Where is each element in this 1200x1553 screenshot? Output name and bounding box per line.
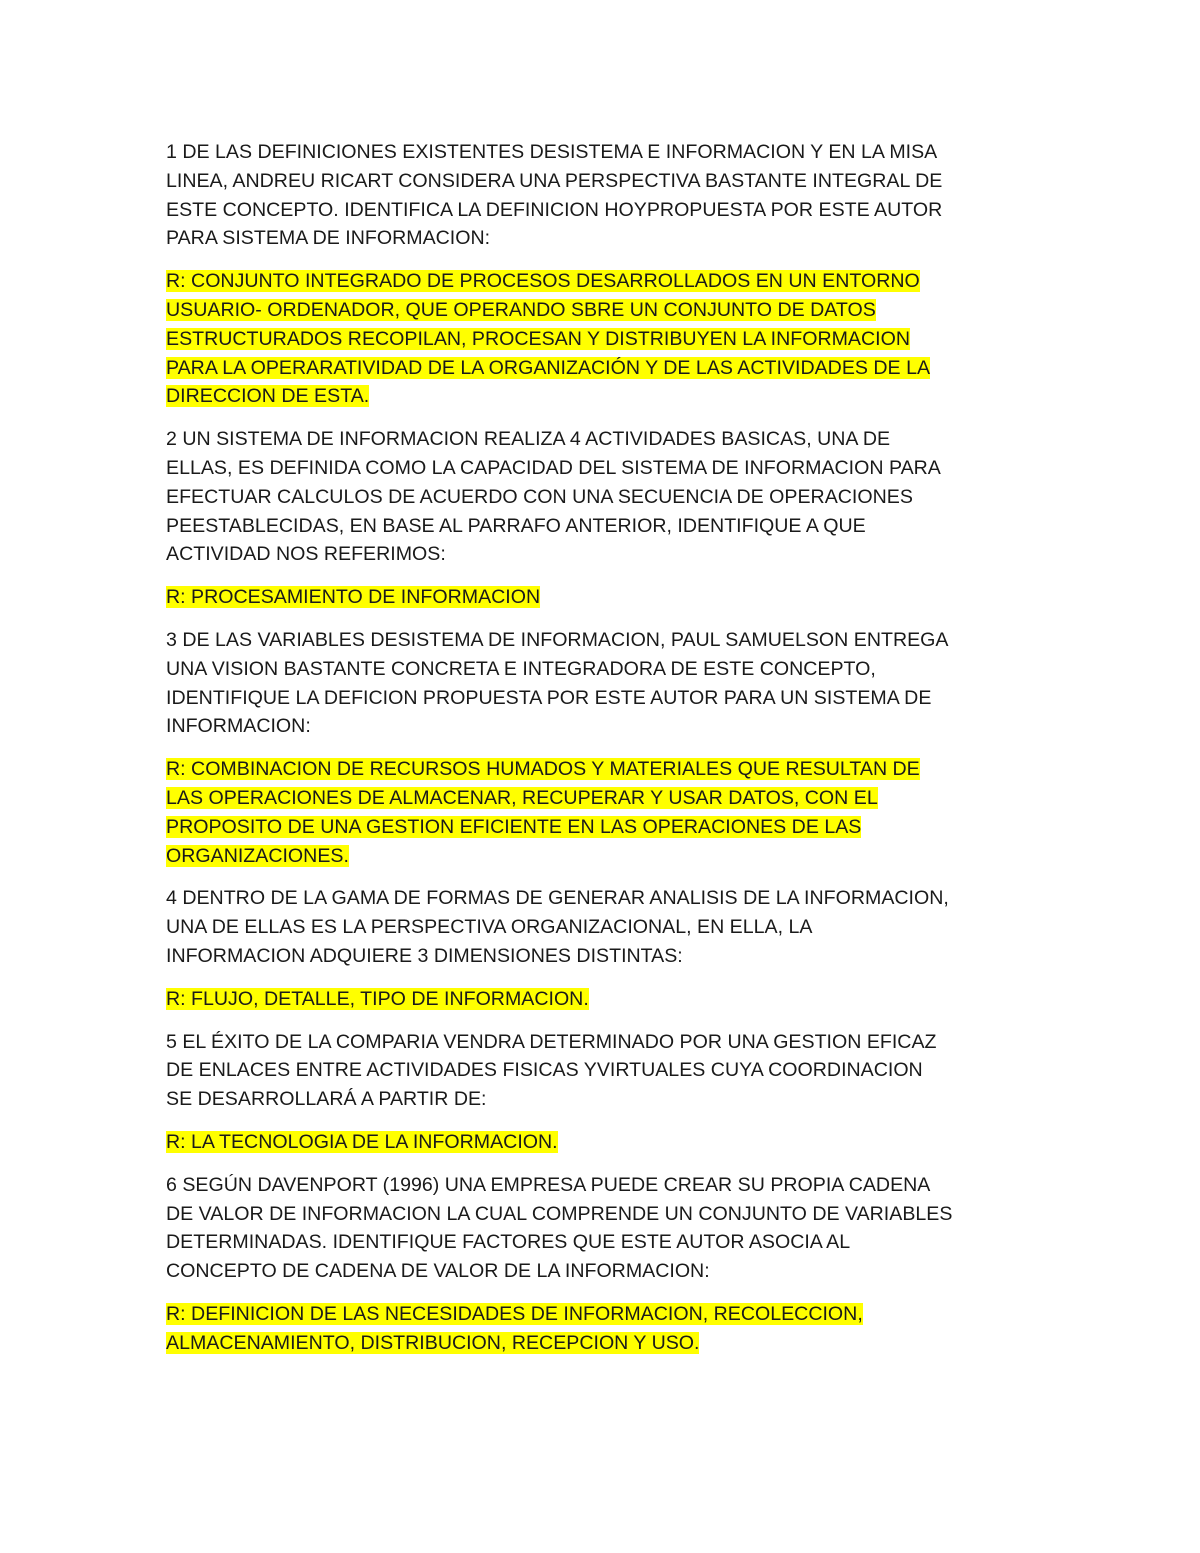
answer-2-highlight: R: PROCESAMIENTO DE INFORMACION [166, 586, 541, 609]
answer-3 [166, 755, 1046, 870]
answer-5-highlight: R: LA TECNOLOGIA DE LA INFORMACION. [166, 1130, 558, 1153]
question-1: 1 DE LAS DEFINICIONES EXISTENTES DESISTEMA E INFORMACION Y EN LA MISA LINEA, ANDREU RICART CONSIDERA UNA PERSPECTIVA BASTANTE INTEGRAL DE ESTE CONCEPTO. IDENTIFICA LA DEFINICION HOYPROPUESTA POR ESTE AUTOR PARA SISTEMA DE INFORMACION: [166, 141, 943, 250]
question-6: 6 SEGÚN DAVENPORT (1996) UNA EMPRESA PUEDE CREAR SU PROPIA CADENA DE VALOR DE INFORMACION LA CUAL COMPRENDE UN CONJUNTO DE VARIABLES DETERMINADAS. IDENTIFIQUE FACTORES QUE ESTE AUTOR ASOCIA AL CONCEPTO DE CADENA DE VALOR DE LA INFORMACION: [166, 1173, 953, 1283]
question-5: 5 EL ÉXITO DE LA COMPARIA VENDRA DETERMINADO POR UNA GESTION EFICAZ DE ENLACES ENTRE ACTIVIDADES FISICAS YVIRTUALES CUYA COORDINACION SE DESARROLLARÁ A PARTIR DE: [166, 1030, 937, 1111]
answer-4 [166, 985, 1046, 1014]
answer-1-highlight: R: CONJUNTO INTEGRADO DE PROCESOS DESARROLLADOS EN UN ENTORNO USUARIO- ORDENADOR, QUE OPERANDO SBRE UN CONJUNTO DE DATOS ESTRUCTURADOS RECOPILAN, PROCESAN Y DISTRIBUYEN LA INFORMACION PARA LA OPERARATIVIDAD DE LA ORGANIZACIÓN Y DE LAS ACTIVIDADES DE LA DIRECCION DE ESTA. [166, 270, 931, 408]
document-body [166, 138, 1046, 1371]
answer-5 [166, 1128, 1046, 1157]
answer-6 [166, 1300, 1046, 1358]
answer-3-highlight: R: COMBINACION DE RECURSOS HUMADOS Y MATERIALES QUE RESULTAN DE LAS OPERACIONES DE ALMACENAR, RECUPERAR Y USAR DATOS, CON EL PROPOSITO DE UNA GESTION EFICIENTE EN LAS OPERACIONES DE LAS ORGANIZACIONES. [166, 758, 920, 867]
answer-6-highlight: R: DEFINICION DE LAS NECESIDADES DE INFORMACION, RECOLECCION, ALMACENAMIENTO, DISTRIBUCION, RECEPCION Y USO. [166, 1302, 863, 1354]
question-3: 3 DE LAS VARIABLES DESISTEMA DE INFORMACION, PAUL SAMUELSON ENTREGA UNA VISION BASTANTE CONCRETA E INTEGRADORA DE ESTE CONCEPTO, IDENTIFIQUE LA DEFICION PROPUESTA POR ESTE AUTOR PARA UN SISTEMA DE INFORMACION: [166, 628, 949, 738]
answer-1 [166, 267, 1046, 411]
question-2: 2 UN SISTEMA DE INFORMACION REALIZA 4 ACTIVIDADES BASICAS, UNA DE ELLAS, ES DEFINIDA COMO LA CAPACIDAD DEL SISTEMA DE INFORMACION PARA EFECTUAR CALCULOS DE ACUERDO CON UNA SECUENCIA DE OPERACIONES PEESTABLECIDAS, EN BASE AL PARRAFO ANTERIOR, IDENTIFIQUE A QUE ACTIVIDAD NOS REFERIMOS: [166, 428, 941, 566]
answer-2 [166, 583, 1046, 612]
answer-4-highlight: R: FLUJO, DETALLE, TIPO DE INFORMACION. [166, 987, 589, 1010]
question-4: 4 DENTRO DE LA GAMA DE FORMAS DE GENERAR ANALISIS DE LA INFORMACION, UNA DE ELLAS ES LA PERSPECTIVA ORGANIZACIONAL, EN ELLA, LA INFORMACION ADQUIERE 3 DIMENSIONES DISTINTAS: [166, 887, 949, 967]
